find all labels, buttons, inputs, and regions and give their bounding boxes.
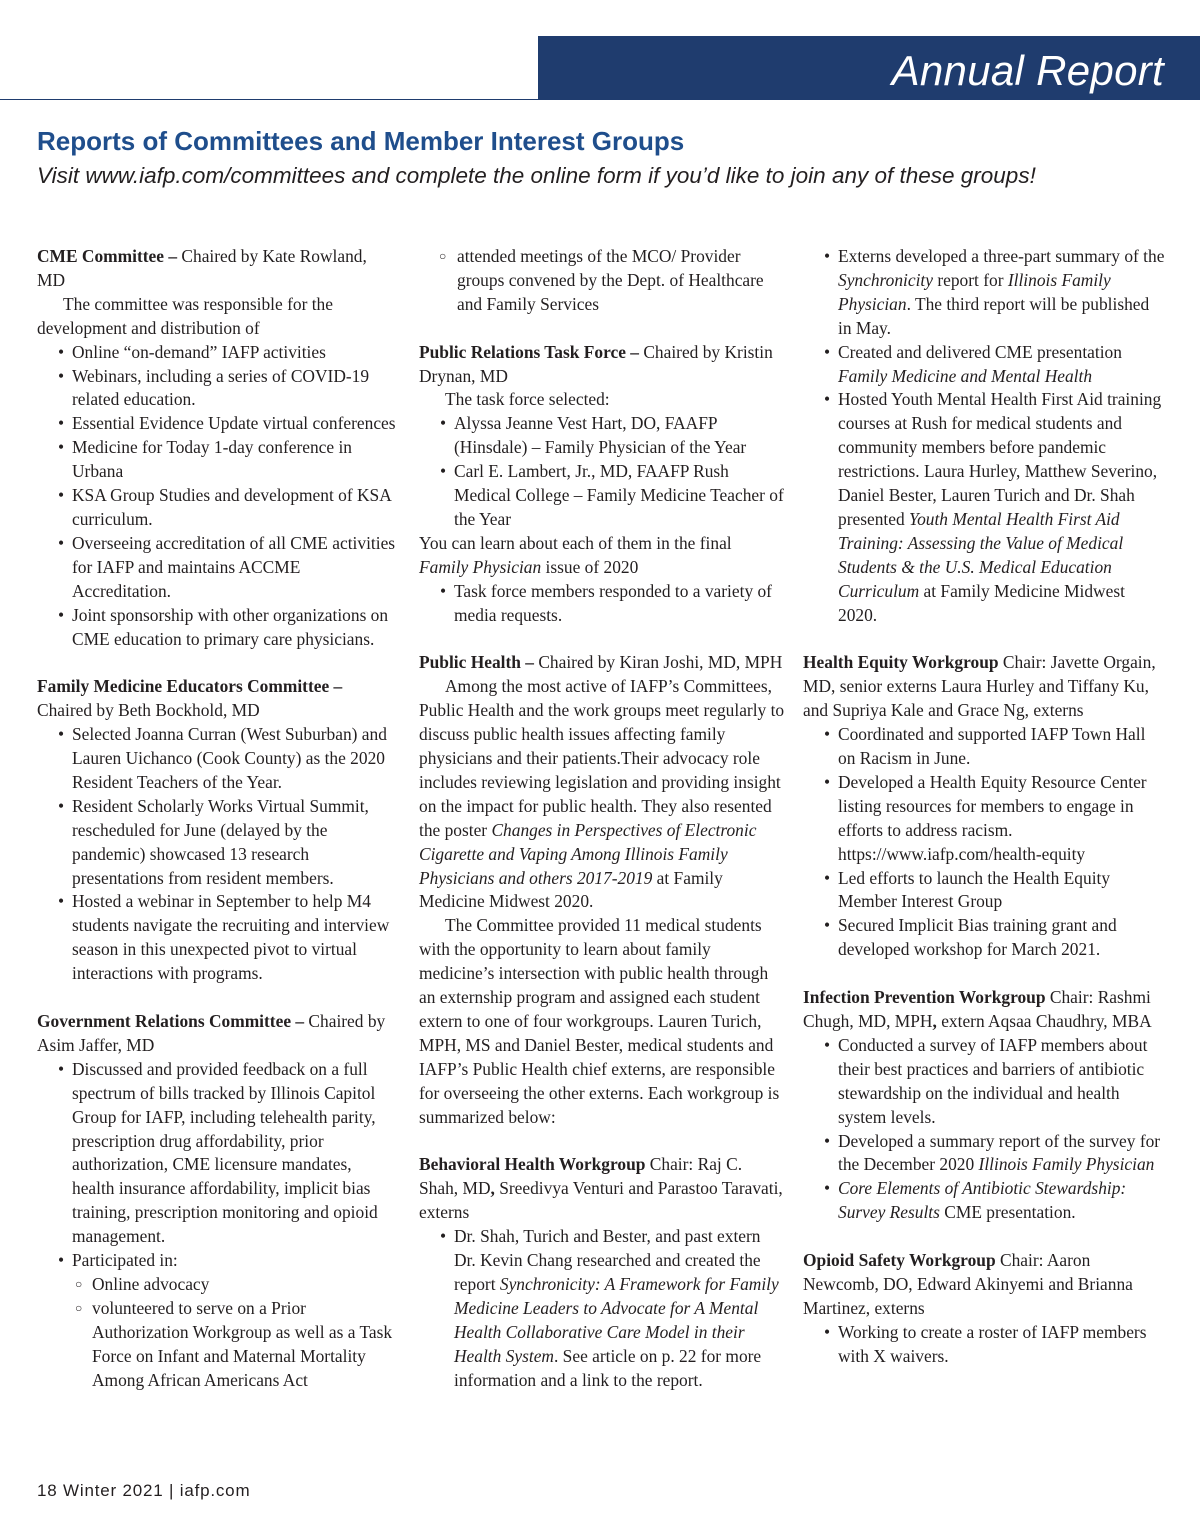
presentation-title: Core Elements of Antibiotic Stewardship: Survey Results: [838, 1178, 1127, 1223]
list-item: • Developed a Health Equity Resource Center listing resources for members to engage in efforts to address racism. https://www.iafp.com/health-equity: [803, 771, 1165, 867]
sub-list: [401, 245, 785, 317]
list-item: • Task force members responded to a variety of media requests.: [419, 580, 785, 628]
bullet-list: [37, 1058, 397, 1393]
list-item: • Joint sponsorship with other organizations on CME education to primary care physicians.: [37, 604, 397, 652]
bullet-list: [803, 245, 1165, 628]
paragraph-text: You can learn about each of them in the final: [419, 532, 732, 553]
ph-heading: [419, 651, 785, 675]
presentation-title: Family Medicine and Mental Health: [838, 365, 1093, 386]
section-chair: Chair: Javette Orgain, MD, senior externs Laura Hurley and Tiffany Ku, and Supriya Kale and Grace Ng, externs: [803, 652, 1156, 721]
section-chair: ,: [490, 1178, 495, 1199]
ipw-heading: [803, 986, 1165, 1034]
spacer: [803, 1225, 1165, 1249]
report-title: Synchronicity: [838, 269, 933, 290]
list-item: • Secured Implicit Bias training grant and developed workshop for March 2021.: [803, 914, 1165, 962]
list-item: • Discussed and provided feedback on a full spectrum of bills tracked by Illinois Capitol Group for IAFP, including telehealth parity, prescription drug affordability, prior authorization, CME licensure mandates, health insurance affordability, implicit bias training, prescription monitoring and opioid management.: [37, 1058, 397, 1249]
section-chair: Chair: Raj C. Shah, MD: [419, 1154, 743, 1199]
list-item: [803, 1177, 1165, 1225]
page-footer: 18 Winter 2021 | iafp.com: [37, 1481, 251, 1500]
section-title: CME Committee –: [37, 246, 178, 266]
list-item-text: Dr. Shah, Turich and Bester, and past extern Dr. Kevin Chang researched and created the report: [454, 1226, 761, 1294]
bhw-heading: [419, 1153, 785, 1225]
list-item: [803, 245, 1165, 341]
page-subtitle: Visit www.iafp.com/committees and complete the online form if you’d like to join any of these groups!: [37, 163, 1036, 188]
family-medicine-educators-section: [37, 675, 397, 986]
list-item: • Hosted a webinar in September to help M4 students navigate the recruiting and interview season in this unexpected pivot to virtual interactions with programs.: [37, 890, 397, 986]
list-item-text: Hosted Youth Mental Health First Aid training courses at Rush for medical students and community members before pandemic restrictions. Laura Hurley, Matthew Severino, Daniel Bester, Lauren Turich and Dr. Shah presented: [838, 389, 1162, 529]
section-title: Public Relations Task Force –: [419, 341, 639, 362]
paragraph-text: Among the most active of IAFP’s Committees, Public Health and the work groups meet regularly to discuss public health issues affecting family physicians and their patients.Their advocacy role includes reviewing legislation and providing insight on the impact for public health. They also resented the poster: [419, 676, 785, 840]
list-item: [37, 1249, 397, 1392]
list-item-text: Developed a summary report of the survey for the December 2020: [838, 1130, 1161, 1175]
section-paragraph: [419, 532, 785, 580]
spacer: [37, 651, 397, 675]
public-relations-task-force-section: [419, 341, 785, 628]
banner-title: Annual Report: [891, 47, 1164, 94]
prtf-heading: [419, 341, 785, 389]
spacer: [803, 628, 1165, 652]
section-paragraph: The Committee provided 11 medical students with the opportunity to learn about family medicine’s intersection with public health through an externship program and assigned each student extern to one of four workgroups. Lauren Turich, MPH, MS and Daniel Bester, medical students and IAFP’s Public Health chief externs, are responsible for overseeing the other externs. Each workgroup is summarized below:: [419, 915, 780, 1127]
section-intro: The task force selected:: [445, 389, 610, 410]
section-title: Health Equity Workgroup: [803, 652, 999, 673]
list-item-text: . The third report will be published in May.: [838, 293, 1150, 338]
list-item-text: at Family Medicine Midwest 2020.: [838, 580, 1125, 625]
publication-title: Family Physician: [419, 556, 542, 577]
report-title: Synchronicity: A Framework for Family Medicine Leaders to Advocate for A Mental Health Collaborative Care Model in their Health System: [454, 1273, 779, 1366]
list-item: • Overseeing accreditation of all CME activities for IAFP and maintains ACCME Accreditation.: [37, 532, 397, 604]
hew-heading: [803, 651, 1165, 723]
section-chair: ,: [932, 1010, 937, 1031]
sub-list-item: ○ attended meetings of the MCO/ Provider groups convened by the Dept. of Healthcare and Family Services: [401, 245, 785, 317]
spacer: [803, 962, 1165, 986]
section-title: Behavioral Health Workgroup: [419, 1154, 646, 1175]
bullet-list: [419, 1225, 785, 1392]
opioid-safety-workgroup-section: [803, 1249, 1165, 1369]
column-2: [419, 245, 785, 1392]
list-item-text: CME presentation.: [939, 1202, 1076, 1223]
list-item: • Essential Evidence Update virtual conferences: [37, 412, 397, 436]
list-item: [803, 341, 1165, 389]
paragraph-text: issue of 2020: [541, 556, 639, 577]
bullet-list: [419, 412, 785, 532]
column-3: [803, 245, 1165, 1369]
sub-list-item: ○ Online advocacy: [37, 1273, 397, 1297]
section-chair: extern Aqsaa Chaudhry, MBA: [936, 1010, 1152, 1031]
list-item: • Working to create a roster of IAFP members with X waivers.: [803, 1321, 1165, 1369]
spacer: [37, 986, 397, 1010]
list-item-text: Created and delivered CME presentation: [838, 341, 1122, 362]
spacer: [419, 1130, 785, 1154]
section-title: Public Health –: [419, 652, 534, 673]
list-item-text: report for: [932, 269, 1004, 290]
publication-title: Illinois Family Physician: [978, 1154, 1155, 1175]
section-chair: Chaired by Beth Bockhold, MD: [37, 700, 260, 721]
section-title: Opioid Safety Workgroup: [803, 1250, 996, 1271]
list-item: • Resident Scholarly Works Virtual Summit, rescheduled for June (delayed by the pandemic) showcased 13 research presentations from resident members.: [37, 795, 397, 891]
list-item: • Led efforts to launch the Health Equity Member Interest Group: [803, 867, 1165, 915]
list-item: • Webinars, including a series of COVID-19 related education.: [37, 365, 397, 413]
page-title: Reports of Committees and Member Interest Groups: [37, 126, 685, 156]
bullet-list: [803, 723, 1165, 962]
list-item: • Carl E. Lambert, Jr., MD, FAAFP Rush Medical College – Family Medicine Teacher of the Year: [419, 460, 785, 532]
section-chair: Chair: Rashmi Chugh, MD, MPH: [803, 987, 1151, 1031]
section-intro: The committee was responsible for the development and distribution of: [37, 293, 333, 338]
infection-prevention-workgroup-section: [803, 986, 1165, 1225]
list-item: [803, 1130, 1165, 1178]
presentation-title: Youth Mental Health First Aid Training: Assessing the Value of Medical Students & the U.S. Medical Education Curriculum: [838, 508, 1124, 601]
bullet-list: [37, 341, 397, 652]
bullet-list: [803, 1321, 1165, 1369]
section-title: Government Relations Committee –: [37, 1010, 305, 1031]
list-item: • Medicine for Today 1-day conference in Urbana: [37, 436, 397, 484]
header-rule: [0, 99, 1200, 100]
list-item-label: Participated in:: [72, 1250, 178, 1271]
bullet-list: [37, 723, 397, 986]
list-item: • Selected Joanna Curran (West Suburban) and Lauren Uichanco (Cook County) as the 2020 Resident Teachers of the Year.: [37, 723, 397, 795]
section-paragraph: [419, 675, 785, 914]
sub-list-item: ○ volunteered to serve on a Prior Authorization Workgroup as well as a Task Force on Infant and Maternal Mortality Among African Americans Act: [37, 1297, 397, 1393]
spacer: [419, 317, 785, 341]
section-chair: Chaired by Kate Rowland, MD: [37, 246, 367, 290]
bullet-list: [803, 1034, 1165, 1225]
section-chair: Sreedivya Venturi and Parastoo Taravati, externs: [419, 1178, 783, 1223]
paragraph-text: at Family Medicine Midwest 2020.: [419, 867, 723, 912]
sub-list: [37, 1273, 397, 1393]
bullet-list: [419, 580, 785, 628]
public-health-section: [419, 651, 785, 1129]
list-item: [803, 388, 1165, 627]
list-item: • Conducted a survey of IAFP members about their best practices and barriers of antibiotic stewardship on the individual and health system levels.: [803, 1034, 1165, 1130]
section-chair: Chaired by Asim Jaffer, MD: [37, 1010, 386, 1055]
list-item: • Coordinated and supported IAFP Town Hall on Racism in June.: [803, 723, 1165, 771]
spacer: [419, 627, 785, 651]
cme-committee-section: [37, 245, 397, 651]
section-title: Infection Prevention Workgroup: [803, 987, 1046, 1008]
list-item-text: Externs developed a three-part summary of the: [838, 246, 1165, 266]
health-equity-workgroup-section: [803, 651, 1165, 962]
osw-heading: [803, 1249, 1165, 1321]
list-item: • KSA Group Studies and development of KSA curriculum.: [37, 484, 397, 532]
column-1: [37, 245, 397, 1392]
list-item: • Alyssa Jeanne Vest Hart, DO, FAAFP (Hinsdale) – Family Physician of the Year: [419, 412, 785, 460]
publication-title: Illinois Family Physician: [838, 269, 1111, 314]
cme-committee-heading: [37, 245, 397, 293]
section-chair: Chaired by Kristin Drynan, MD: [419, 341, 773, 386]
behavioral-health-workgroup-section: [419, 1153, 785, 1392]
list-item-text: . See article on p. 22 for more information and a link to the report.: [454, 1345, 762, 1390]
list-item: • Online “on-demand” IAFP activities: [37, 341, 397, 365]
grc-heading: [37, 1010, 397, 1058]
government-relations-section: [37, 1010, 397, 1393]
section-title: Family Medicine Educators Committee –: [37, 676, 343, 697]
list-item: [419, 1225, 785, 1392]
poster-title: Changes in Perspectives of Electronic Cigarette and Vaping Among Illinois Family Physicians and others 2017-2019: [419, 819, 757, 888]
section-chair: Chair: Aaron Newcomb, DO, Edward Akinyemi and Brianna Martinez, externs: [803, 1250, 1133, 1318]
section-chair: Chaired by Kiran Joshi, MD, MPH: [533, 652, 783, 673]
fme-heading: [37, 675, 397, 723]
